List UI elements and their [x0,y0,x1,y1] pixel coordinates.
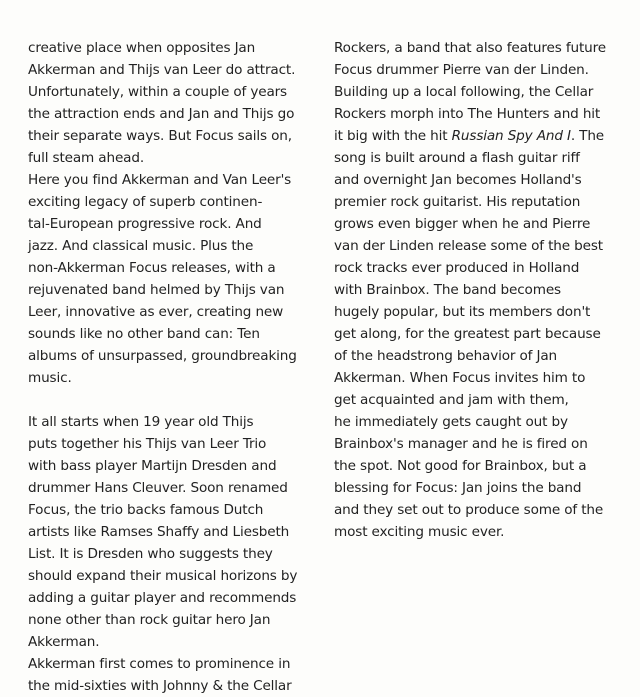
text-line: sounds like no other band can: Ten [28,326,260,342]
right-text-column [334,37,630,543]
text-line: premier rock guitarist. His reputation [334,194,581,210]
text-line: song is built around a flash guitar riff [334,150,580,166]
text-line-with-song-title [334,125,630,147]
text-line: full steam ahead. [28,150,144,166]
text-line: their separate ways. But Focus sails on, [28,128,292,144]
text-line: artists like Ramses Shaffy and Liesbeth [28,524,290,540]
text-line: van der Linden release some of the best [334,238,603,254]
paragraph-intro-end [28,37,324,169]
text-line: creative place when opposites Jan [28,40,256,56]
text-line: the attraction ends and Jan and Thijs go [28,106,295,122]
text-line: puts together his Thijs van Leer Trio [28,436,267,452]
line-suffix: . The [570,128,605,144]
paragraph-akkerman-start [28,653,324,697]
text-line: Leer, innovative as ever, creating new [28,304,284,320]
line-prefix: it big with the hit [334,128,452,144]
text-line: Brainbox's manager and he is fired on [334,436,588,452]
text-line: Here you find Akkerman and Van Leer's [28,172,292,188]
text-line: Focus, the trio backs famous Dutch [28,502,264,518]
text-line: the mid-sixties with Johnny & the Cellar [28,678,292,694]
text-line: rejuvenated band helmed by Thijs van [28,282,285,298]
song-title: Russian Spy And I [451,128,571,144]
text-line: most exciting music ever. [334,524,505,540]
text-line: he immediately gets caught out by [334,414,568,430]
text-line: blessing for Focus: Jan joins the band [334,480,582,496]
text-line: Unfortunately, within a couple of years [28,84,287,100]
text-line: tal-European progressive rock. And [28,216,262,232]
paragraph-origins [28,411,324,653]
text-line: with Brainbox. The band becomes [334,282,561,298]
text-line: should expand their musical horizons by [28,568,298,584]
text-line: with bass player Martijn Dresden and [28,458,277,474]
text-line: Akkerman first comes to prominence in [28,656,291,672]
text-line: Building up a local following, the Cellar [334,84,594,100]
left-text-column [28,37,324,697]
text-line: Akkerman. When Focus invites him to [334,370,586,386]
text-line: List. It is Dresden who suggests they [28,546,273,562]
text-line: of the headstrong behavior of Jan [334,348,557,364]
text-line: Focus drummer Pierre van der Linden. [334,62,589,78]
text-line: none other than rock guitar hero Jan [28,612,271,628]
text-line: get acquainted and jam with them, [334,392,569,408]
text-line: adding a guitar player and recommends [28,590,297,606]
text-line: drummer Hans Cleuver. Soon renamed [28,480,288,496]
text-line: rock tracks ever produced in Holland [334,260,580,276]
text-line: hugely popular, but its members don't [334,304,591,320]
text-line: jazz. And classical music. Plus the [28,238,254,254]
text-line: music. [28,370,72,386]
paragraph-gap [28,389,324,411]
text-line: albums of unsurpassed, groundbreaking [28,348,297,364]
text-line: grows even bigger when he and Pierre [334,216,591,232]
text-line: Rockers, a band that also features future [334,40,606,56]
text-line: the spot. Not good for Brainbox, but a [334,458,587,474]
text-line: Rockers morph into The Hunters and hit [334,106,601,122]
text-line: and overnight Jan becomes Holland's [334,172,582,188]
paragraph-akkerman-continued [334,37,630,543]
text-line: It all starts when 19 year old Thijs [28,414,254,430]
text-line: Akkerman and Thijs van Leer do attract. [28,62,296,78]
text-line: exciting legacy of superb continen- [28,194,263,210]
paragraph-legacy [28,169,324,389]
text-line: get along, for the greatest part because [334,326,601,342]
text-line: and they set out to produce some of the [334,502,604,518]
text-line: Akkerman. [28,634,100,650]
text-line: non-Akkerman Focus releases, with a [28,260,276,276]
